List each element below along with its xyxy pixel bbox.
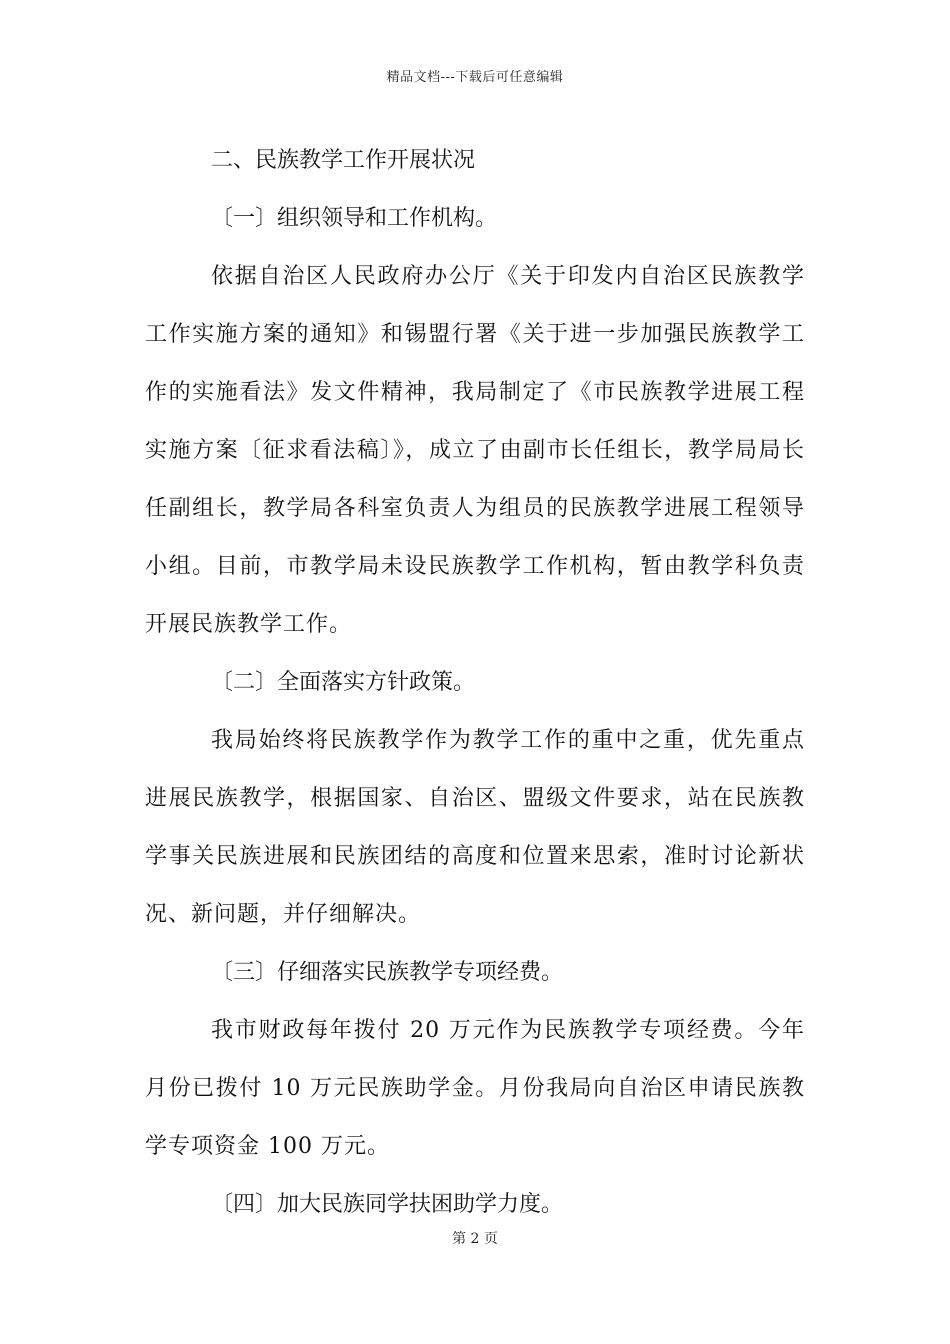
page-header: 精品文档---下载后可任意编辑 <box>386 70 564 85</box>
section-title: 二、民族教学工作开展状况 <box>211 148 476 173</box>
page-number: 第 2 页 <box>452 1231 498 1247</box>
subsection-paragraph-1: 依据自治区人民政府办公厅《关于印发内自治区民族教学工作实施方案的通知》和锡盟行署《关于进一步加强民族教学工作的实施看法》发文件精神，我局制定了《市民族教学进展工程实施方案〔征求看法稿〕》，成立了由副市长任组长，教学局局长任副组长，教学局各科室负责人为组员的民族教学进展工程领导小组。目前，市教学局未设民族教学工作机构，暂由教学科负责开展民族教学工作。 <box>145 264 805 637</box>
subsection-paragraph-3: 我市财政每年拨付 20 万元作为民族教学专项经费。今年月份已拨付 10 万元民族助学金。月份我局向自治区申请民族教学专项资金 100 万元。 <box>145 1018 805 1159</box>
subsection-heading-2: 〔二〕全面落实方针政策。 <box>211 670 476 695</box>
subsection-heading-1: 〔一〕组织领导和工作机构。 <box>211 206 498 231</box>
subsection-paragraph-2: 我局始终将民族教学作为教学工作的重中之重，优先重点进展民族教学，根据国家、自治区、盟级文件要求，站在民族教学事关民族进展和民族团结的高度和位置来思索，准时讨论新状况、新问题，并仔细解决。 <box>145 728 805 927</box>
document-body <box>145 132 805 1234</box>
subsection-heading-4: 〔四〕加大民族同学扶困助学力度。 <box>211 1192 564 1217</box>
subsection-heading-3: 〔三〕仔细落实民族教学专项经费。 <box>211 960 564 985</box>
